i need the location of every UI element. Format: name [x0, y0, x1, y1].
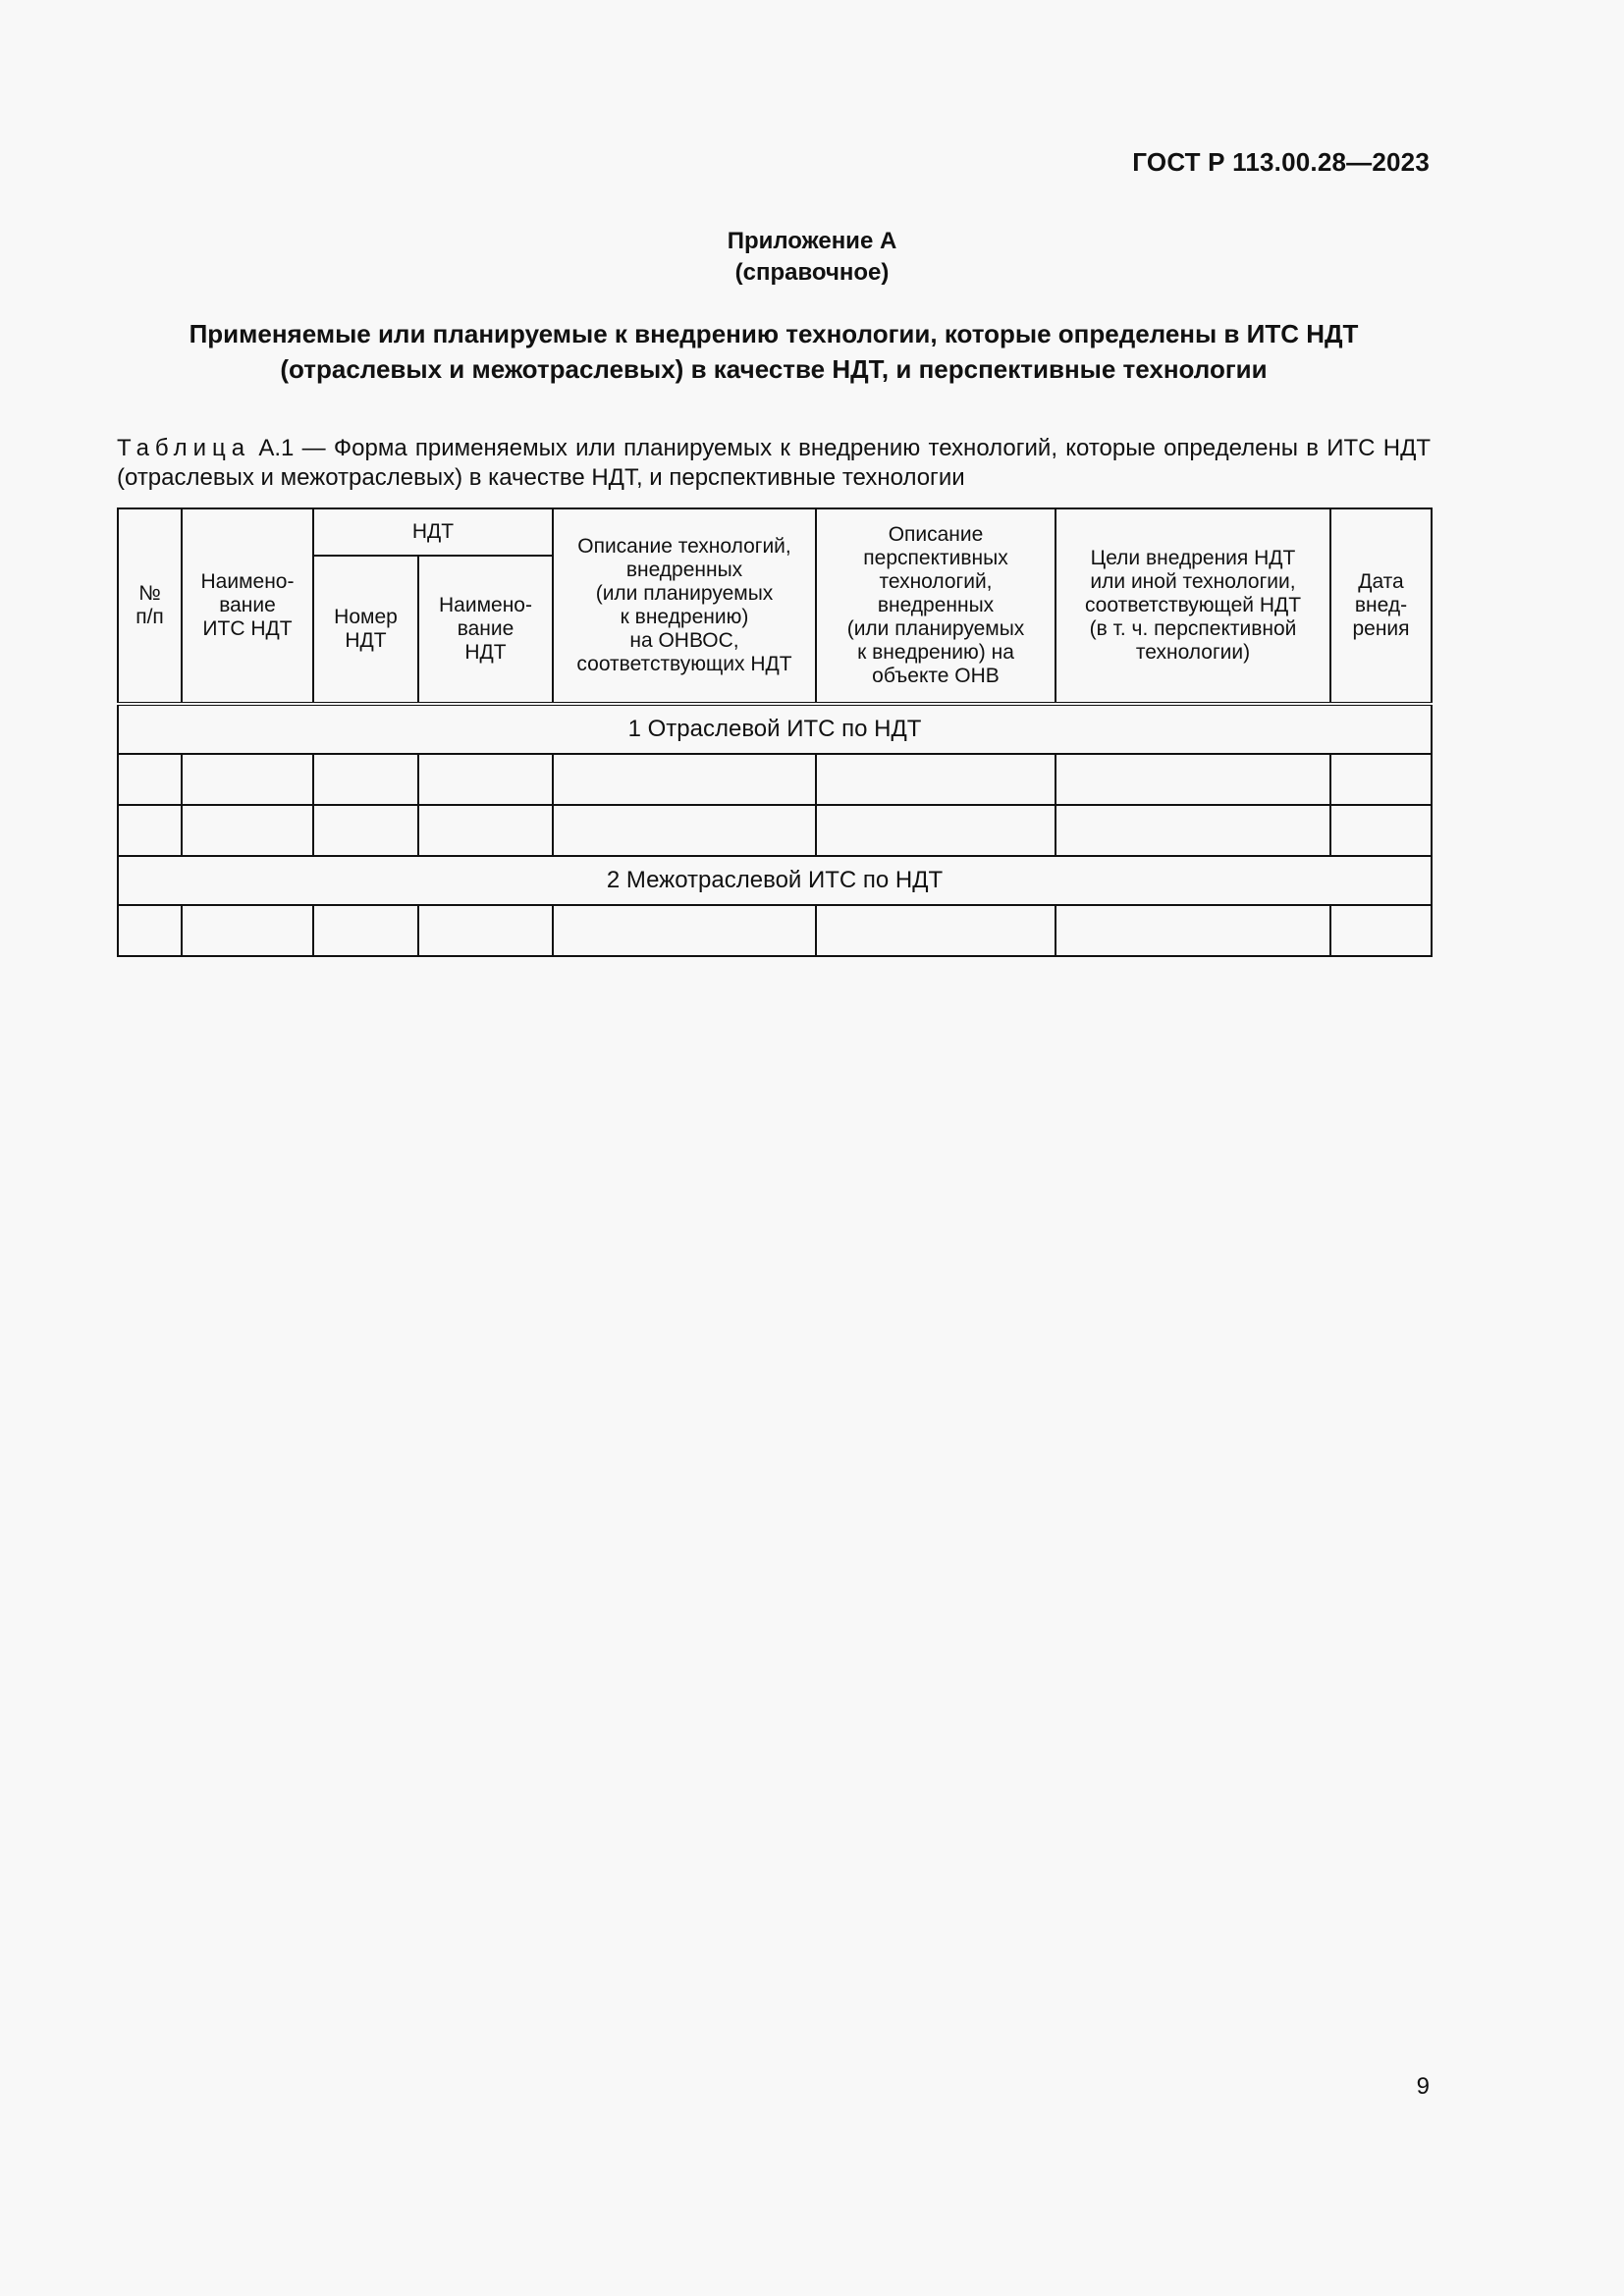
table-cell	[1056, 754, 1330, 805]
table-cell	[1330, 754, 1432, 805]
table-cell	[118, 754, 182, 805]
table-row	[118, 905, 1432, 956]
table-cell	[118, 805, 182, 856]
header-ndt-number: Номер НДТ	[313, 556, 418, 704]
main-title-line-2: (отраслевых и межотраслевых) в качестве НДТ, и перспективные технологии	[280, 354, 1268, 384]
table-cell	[1056, 905, 1330, 956]
appendix-kind: (справочное)	[734, 259, 890, 286]
main-title	[118, 316, 1430, 387]
appendix-title: Приложение А	[727, 228, 897, 254]
table-cell	[118, 905, 182, 956]
section-row-2	[118, 856, 1432, 905]
header-description: Описание технологий, внедренных (или планируемых к внедрению) на ОНВОС, соответствующих НДТ	[553, 508, 816, 704]
table-cell	[1330, 805, 1432, 856]
table-cell	[182, 905, 313, 956]
main-title-line-1: Применяемые или планируемые к внедрению технологии, которые определены в ИТС НДТ	[189, 319, 1359, 348]
table-cell	[816, 805, 1056, 856]
table-cell	[418, 805, 553, 856]
table-row	[118, 805, 1432, 856]
table-caption-label: Таблица	[117, 435, 251, 461]
table-caption-text: А.1 — Форма применяемых или планируемых к внедрению технологий, которые определены в ИТС НДТ (отраслевых и межотраслевых) в качестве НДТ, и перспективные технологии	[117, 435, 1431, 491]
table-cell	[553, 805, 816, 856]
table-caption	[117, 434, 1431, 493]
table-cell	[182, 754, 313, 805]
table-cell	[816, 905, 1056, 956]
section-title-2: 2 Межотраслевой ИТС по НДТ	[118, 856, 1432, 905]
header-perspective: Описание перспективных технологий, внедренных (или планируемых к внедрению) на объекте ОНВ	[816, 508, 1056, 704]
header-ndt-name: Наимено- вание НДТ	[418, 556, 553, 704]
table-cell	[1056, 805, 1330, 856]
header-ndt-group: НДТ	[313, 508, 553, 556]
table-cell	[313, 905, 418, 956]
appendix-heading	[0, 226, 1624, 289]
document-code: ГОСТ Р 113.00.28—2023	[1132, 147, 1430, 177]
section-title-1: 1 Отраслевой ИТС по НДТ	[118, 704, 1432, 754]
table-cell	[418, 754, 553, 805]
table-cell	[418, 905, 553, 956]
table-cell	[553, 754, 816, 805]
header-num: № п/п	[118, 508, 182, 704]
header-row-1	[118, 508, 1432, 556]
header-goals: Цели внедрения НДТ или иной технологии, соответствующей НДТ (в т. ч. перспективной технологии)	[1056, 508, 1330, 704]
table-cell	[313, 754, 418, 805]
header-date: Дата внед- рения	[1330, 508, 1432, 704]
header-its-name: Наимено- вание ИТС НДТ	[182, 508, 313, 704]
section-row-1	[118, 704, 1432, 754]
table-cell	[816, 754, 1056, 805]
table-cell	[313, 805, 418, 856]
table-cell	[553, 905, 816, 956]
table-row	[118, 754, 1432, 805]
table-cell	[182, 805, 313, 856]
table-cell	[1330, 905, 1432, 956]
technologies-table	[117, 507, 1433, 957]
page-number: 9	[1416, 2073, 1430, 2100]
